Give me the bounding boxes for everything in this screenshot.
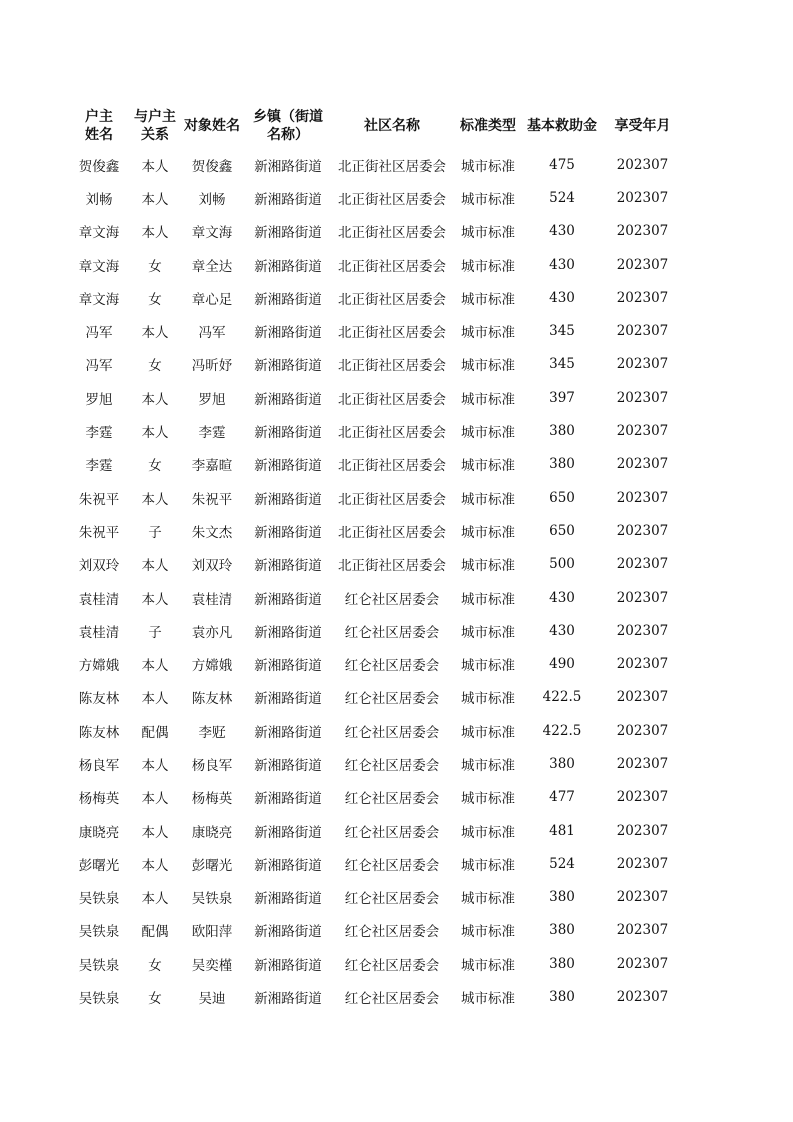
cell-householder-name: 杨梅英: [78, 791, 120, 808]
cell-year-month: 202307: [616, 389, 669, 406]
table-header: [68, 104, 685, 148]
cell-householder-name: 吴铁泉: [78, 924, 120, 941]
cell-year-month: 202307: [616, 722, 669, 739]
cell-recipient-name: 章心足: [191, 291, 233, 308]
cell-relationship: 本人: [141, 824, 169, 841]
table-row: [68, 348, 685, 381]
cell-community: 北正街社区居委会: [338, 258, 446, 275]
cell-year-month: 202307: [616, 323, 669, 340]
cell-relationship: 本人: [141, 891, 169, 908]
cell-year-month: 202307: [616, 789, 669, 806]
cell-relationship: 本人: [141, 391, 169, 408]
cell-subdistrict: 新湘路街道: [254, 924, 322, 941]
table-row: [68, 980, 685, 1013]
cell-subdistrict: 新湘路街道: [254, 957, 322, 974]
cell-community: 北正街社区居委会: [338, 558, 446, 575]
cell-year-month: 202307: [616, 189, 669, 206]
cell-householder-name: 冯军: [85, 325, 113, 342]
cell-basic-assistance: 430: [549, 589, 575, 606]
cell-relationship: 本人: [141, 757, 169, 774]
cell-standard-type: 城市标准: [461, 425, 515, 442]
cell-community: 北正街社区居委会: [338, 291, 446, 308]
cell-year-month: 202307: [616, 689, 669, 706]
cell-subdistrict: 新湘路街道: [254, 458, 322, 475]
cell-subdistrict: 新湘路街道: [254, 857, 322, 874]
cell-recipient-name: 吴铁泉: [191, 891, 233, 908]
cell-householder-name: 吴铁泉: [78, 991, 120, 1008]
cell-community: 北正街社区居委会: [338, 391, 446, 408]
cell-basic-assistance: 380: [549, 456, 575, 473]
table-row: [68, 581, 685, 614]
cell-year-month: 202307: [616, 889, 669, 906]
header-relationship: 与户主 关系: [134, 109, 176, 143]
cell-year-month: 202307: [616, 156, 669, 173]
cell-recipient-name: 刘畅: [198, 191, 226, 208]
assistance-table: [68, 104, 685, 1014]
cell-community: 北正街社区居委会: [338, 325, 446, 342]
cell-subdistrict: 新湘路街道: [254, 225, 322, 242]
cell-year-month: 202307: [616, 989, 669, 1006]
cell-standard-type: 城市标准: [461, 857, 515, 874]
cell-basic-assistance: 430: [549, 223, 575, 240]
cell-standard-type: 城市标准: [461, 757, 515, 774]
cell-subdistrict: 新湘路街道: [254, 391, 322, 408]
cell-basic-assistance: 650: [549, 522, 575, 539]
cell-year-month: 202307: [616, 356, 669, 373]
cell-standard-type: 城市标准: [461, 458, 515, 475]
cell-year-month: 202307: [616, 855, 669, 872]
cell-relationship: 女: [148, 957, 162, 974]
cell-subdistrict: 新湘路街道: [254, 491, 322, 508]
cell-recipient-name: 吴迪: [198, 991, 226, 1008]
cell-year-month: 202307: [616, 589, 669, 606]
cell-householder-name: 吴铁泉: [78, 957, 120, 974]
cell-basic-assistance: 524: [549, 855, 575, 872]
cell-year-month: 202307: [616, 955, 669, 972]
cell-community: 红仑社区居委会: [344, 658, 440, 675]
table-row: [68, 847, 685, 880]
cell-householder-name: 刘双玲: [78, 558, 120, 575]
cell-householder-name: 袁桂清: [78, 591, 120, 608]
table-row: [68, 514, 685, 547]
table-row: [68, 281, 685, 314]
cell-year-month: 202307: [616, 755, 669, 772]
cell-householder-name: 袁桂清: [78, 624, 120, 641]
cell-community: 红仑社区居委会: [344, 991, 440, 1008]
cell-householder-name: 朱祝平: [78, 524, 120, 541]
cell-relationship: 本人: [141, 857, 169, 874]
cell-standard-type: 城市标准: [461, 291, 515, 308]
table-row: [68, 881, 685, 914]
cell-year-month: 202307: [616, 922, 669, 939]
cell-subdistrict: 新湘路街道: [254, 624, 322, 641]
cell-relationship: 本人: [141, 691, 169, 708]
cell-relationship: 本人: [141, 591, 169, 608]
cell-basic-assistance: 430: [549, 256, 575, 273]
table-row: [68, 614, 685, 647]
cell-subdistrict: 新湘路街道: [254, 757, 322, 774]
cell-householder-name: 贺俊鑫: [78, 158, 120, 175]
cell-community: 北正街社区居委会: [338, 225, 446, 242]
cell-standard-type: 城市标准: [461, 691, 515, 708]
header-householder-name: 户主 姓名: [85, 109, 113, 143]
cell-standard-type: 城市标准: [461, 991, 515, 1008]
cell-relationship: 子: [148, 524, 162, 541]
cell-subdistrict: 新湘路街道: [254, 991, 322, 1008]
cell-subdistrict: 新湘路街道: [254, 358, 322, 375]
table-body: [68, 148, 685, 1014]
cell-householder-name: 刘畅: [85, 191, 113, 208]
cell-basic-assistance: 380: [549, 989, 575, 1006]
cell-basic-assistance: 380: [549, 423, 575, 440]
cell-basic-assistance: 490: [549, 656, 575, 673]
cell-basic-assistance: 481: [549, 822, 575, 839]
cell-subdistrict: 新湘路街道: [254, 325, 322, 342]
cell-recipient-name: 李觃: [198, 724, 226, 741]
cell-year-month: 202307: [616, 456, 669, 473]
cell-standard-type: 城市标准: [461, 325, 515, 342]
cell-basic-assistance: 380: [549, 922, 575, 939]
cell-standard-type: 城市标准: [461, 724, 515, 741]
table-row: [68, 647, 685, 680]
cell-basic-assistance: 422.5: [542, 689, 582, 706]
cell-subdistrict: 新湘路街道: [254, 791, 322, 808]
cell-recipient-name: 杨良军: [191, 757, 233, 774]
cell-relationship: 本人: [141, 491, 169, 508]
cell-basic-assistance: 430: [549, 289, 575, 306]
cell-year-month: 202307: [616, 489, 669, 506]
cell-year-month: 202307: [616, 556, 669, 573]
table-row: [68, 248, 685, 281]
cell-subdistrict: 新湘路街道: [254, 191, 322, 208]
cell-basic-assistance: 380: [549, 755, 575, 772]
cell-standard-type: 城市标准: [461, 491, 515, 508]
cell-subdistrict: 新湘路街道: [254, 158, 322, 175]
cell-recipient-name: 章文海: [191, 225, 233, 242]
cell-recipient-name: 罗旭: [198, 391, 226, 408]
cell-subdistrict: 新湘路街道: [254, 691, 322, 708]
cell-subdistrict: 新湘路街道: [254, 891, 322, 908]
cell-community: 红仑社区居委会: [344, 957, 440, 974]
cell-standard-type: 城市标准: [461, 791, 515, 808]
cell-community: 红仑社区居委会: [344, 757, 440, 774]
table-row: [68, 914, 685, 947]
cell-basic-assistance: 380: [549, 955, 575, 972]
cell-community: 红仑社区居委会: [344, 791, 440, 808]
cell-recipient-name: 朱祝平: [191, 491, 233, 508]
cell-standard-type: 城市标准: [461, 524, 515, 541]
cell-basic-assistance: 650: [549, 489, 575, 506]
cell-relationship: 女: [148, 258, 162, 275]
cell-householder-name: 杨良军: [78, 757, 120, 774]
cell-basic-assistance: 477: [549, 789, 575, 806]
cell-relationship: 本人: [141, 658, 169, 675]
cell-year-month: 202307: [616, 423, 669, 440]
cell-relationship: 配偶: [141, 724, 169, 741]
cell-recipient-name: 杨梅英: [191, 791, 233, 808]
cell-householder-name: 吴铁泉: [78, 891, 120, 908]
cell-standard-type: 城市标准: [461, 258, 515, 275]
cell-subdistrict: 新湘路街道: [254, 425, 322, 442]
cell-basic-assistance: 422.5: [542, 722, 582, 739]
cell-relationship: 本人: [141, 191, 169, 208]
cell-householder-name: 朱祝平: [78, 491, 120, 508]
cell-standard-type: 城市标准: [461, 558, 515, 575]
header-subdistrict: 乡镇（街道 名称）: [253, 109, 323, 143]
cell-relationship: 配偶: [141, 924, 169, 941]
cell-recipient-name: 欧阳萍: [191, 924, 233, 941]
cell-householder-name: 方嫦娥: [78, 658, 120, 675]
cell-community: 红仑社区居委会: [344, 624, 440, 641]
cell-standard-type: 城市标准: [461, 957, 515, 974]
cell-community: 红仑社区居委会: [344, 857, 440, 874]
cell-relationship: 本人: [141, 325, 169, 342]
cell-basic-assistance: 345: [549, 323, 575, 340]
cell-relationship: 女: [148, 458, 162, 475]
table-row: [68, 947, 685, 980]
cell-community: 北正街社区居委会: [338, 358, 446, 375]
cell-year-month: 202307: [616, 522, 669, 539]
cell-subdistrict: 新湘路街道: [254, 558, 322, 575]
cell-recipient-name: 方嫦娥: [191, 658, 233, 675]
header-community: 社区名称: [364, 118, 420, 134]
cell-recipient-name: 李霆: [198, 425, 226, 442]
cell-standard-type: 城市标准: [461, 624, 515, 641]
cell-basic-assistance: 500: [549, 556, 575, 573]
cell-subdistrict: 新湘路街道: [254, 524, 322, 541]
table-row: [68, 681, 685, 714]
cell-basic-assistance: 380: [549, 889, 575, 906]
cell-recipient-name: 吴奕槿: [191, 957, 233, 974]
cell-relationship: 本人: [141, 425, 169, 442]
cell-community: 北正街社区居委会: [338, 491, 446, 508]
table-row: [68, 448, 685, 481]
cell-recipient-name: 冯昕妤: [191, 358, 233, 375]
cell-standard-type: 城市标准: [461, 591, 515, 608]
cell-recipient-name: 袁桂清: [191, 591, 233, 608]
cell-recipient-name: 袁亦凡: [191, 624, 233, 641]
table-row: [68, 814, 685, 847]
cell-basic-assistance: 475: [549, 156, 575, 173]
cell-householder-name: 李霆: [85, 425, 113, 442]
table-row: [68, 747, 685, 780]
header-standard-type: 标准类型: [460, 118, 516, 134]
cell-recipient-name: 康晓亮: [191, 824, 233, 841]
cell-recipient-name: 朱文杰: [191, 524, 233, 541]
cell-subdistrict: 新湘路街道: [254, 724, 322, 741]
cell-basic-assistance: 345: [549, 356, 575, 373]
table-row: [68, 781, 685, 814]
cell-year-month: 202307: [616, 289, 669, 306]
cell-subdistrict: 新湘路街道: [254, 258, 322, 275]
cell-standard-type: 城市标准: [461, 391, 515, 408]
cell-relationship: 本人: [141, 225, 169, 242]
table-row: [68, 215, 685, 248]
cell-subdistrict: 新湘路街道: [254, 658, 322, 675]
cell-householder-name: 章文海: [78, 291, 120, 308]
cell-community: 红仑社区居委会: [344, 891, 440, 908]
cell-relationship: 本人: [141, 558, 169, 575]
cell-community: 红仑社区居委会: [344, 824, 440, 841]
table-row: [68, 314, 685, 347]
cell-standard-type: 城市标准: [461, 891, 515, 908]
cell-relationship: 本人: [141, 158, 169, 175]
cell-standard-type: 城市标准: [461, 158, 515, 175]
cell-community: 北正街社区居委会: [338, 425, 446, 442]
cell-recipient-name: 刘双玲: [191, 558, 233, 575]
cell-community: 红仑社区居委会: [344, 924, 440, 941]
table-row: [68, 181, 685, 214]
cell-year-month: 202307: [616, 656, 669, 673]
cell-householder-name: 冯军: [85, 358, 113, 375]
cell-relationship: 子: [148, 624, 162, 641]
cell-householder-name: 康晓亮: [78, 824, 120, 841]
cell-standard-type: 城市标准: [461, 658, 515, 675]
cell-householder-name: 彭曙光: [78, 857, 120, 874]
cell-householder-name: 陈友林: [78, 691, 120, 708]
cell-year-month: 202307: [616, 822, 669, 839]
cell-recipient-name: 章全达: [191, 258, 233, 275]
cell-community: 北正街社区居委会: [338, 458, 446, 475]
cell-basic-assistance: 524: [549, 189, 575, 206]
cell-relationship: 本人: [141, 791, 169, 808]
cell-recipient-name: 彭曙光: [191, 857, 233, 874]
header-recipient-name: 对象姓名: [184, 118, 240, 134]
cell-community: 北正街社区居委会: [338, 191, 446, 208]
cell-recipient-name: 李嘉暄: [191, 458, 233, 475]
table-row: [68, 381, 685, 414]
cell-year-month: 202307: [616, 622, 669, 639]
cell-community: 北正街社区居委会: [338, 158, 446, 175]
cell-standard-type: 城市标准: [461, 191, 515, 208]
cell-recipient-name: 冯军: [198, 325, 226, 342]
header-year-month: 享受年月: [614, 118, 671, 134]
cell-householder-name: 章文海: [78, 258, 120, 275]
cell-relationship: 女: [148, 358, 162, 375]
cell-basic-assistance: 397: [549, 389, 575, 406]
header-row: [68, 104, 685, 148]
cell-recipient-name: 贺俊鑫: [191, 158, 233, 175]
cell-community: 红仑社区居委会: [344, 724, 440, 741]
table-row: [68, 481, 685, 514]
cell-subdistrict: 新湘路街道: [254, 591, 322, 608]
cell-standard-type: 城市标准: [461, 924, 515, 941]
cell-community: 北正街社区居委会: [338, 524, 446, 541]
cell-community: 红仑社区居委会: [344, 591, 440, 608]
cell-year-month: 202307: [616, 256, 669, 273]
cell-householder-name: 陈友林: [78, 724, 120, 741]
cell-subdistrict: 新湘路街道: [254, 824, 322, 841]
cell-householder-name: 李霆: [85, 458, 113, 475]
cell-standard-type: 城市标准: [461, 225, 515, 242]
cell-subdistrict: 新湘路街道: [254, 291, 322, 308]
table-row: [68, 714, 685, 747]
cell-basic-assistance: 430: [549, 622, 575, 639]
cell-community: 红仑社区居委会: [344, 691, 440, 708]
cell-householder-name: 罗旭: [85, 391, 113, 408]
table-row: [68, 414, 685, 447]
header-basic-assistance: 基本救助金: [527, 118, 597, 134]
cell-relationship: 女: [148, 291, 162, 308]
cell-relationship: 女: [148, 991, 162, 1008]
cell-householder-name: 章文海: [78, 225, 120, 242]
cell-standard-type: 城市标准: [461, 824, 515, 841]
cell-recipient-name: 陈友林: [191, 691, 233, 708]
cell-standard-type: 城市标准: [461, 358, 515, 375]
table-row: [68, 148, 685, 181]
cell-year-month: 202307: [616, 223, 669, 240]
table-row: [68, 548, 685, 581]
